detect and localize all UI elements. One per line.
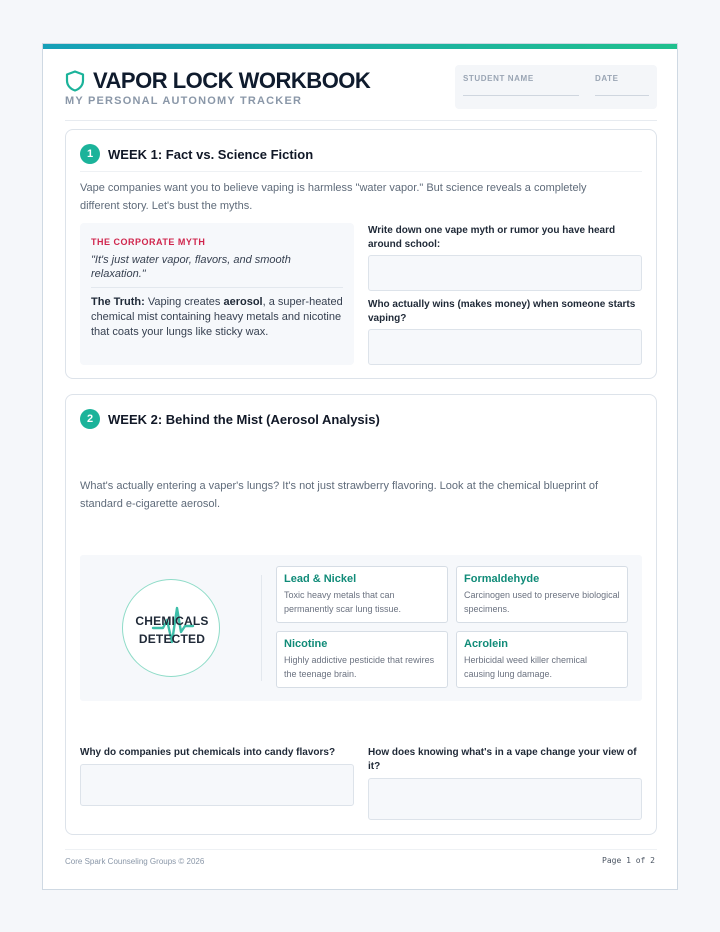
student-name-label: STUDENT NAME xyxy=(463,74,534,83)
panel-divider xyxy=(261,575,262,681)
date-label: DATE xyxy=(595,74,619,83)
myth-quote: "It's just water vapor, flavors, and smooth relaxation." xyxy=(91,254,291,280)
week2-intro: What's actually entering a vaper's lungs? It's not just strawberry flavoring. Look at the chemical blueprint of standard e-cigarette aerosol. xyxy=(80,480,599,510)
myth-divider xyxy=(91,287,343,288)
week2-question-1: Why do companies put chemicals into candy flavors? xyxy=(80,747,336,758)
week2-answer-1[interactable] xyxy=(80,764,354,806)
footer-divider xyxy=(65,849,657,850)
chemicals-detected-label xyxy=(123,612,221,648)
chemical-desc: Toxic heavy metals that can permanently scar lung tissue. xyxy=(284,590,402,614)
header-divider xyxy=(65,120,657,121)
workbook-page xyxy=(42,43,678,890)
chemical-desc: Highly addictive pesticide that rewires the teenage brain. xyxy=(284,655,435,679)
truth-text xyxy=(91,295,347,340)
title-row xyxy=(65,68,370,94)
footer-copyright: Core Spark Counseling Groups © 2026 xyxy=(65,857,205,866)
chemical-desc: Herbicidal weed killer chemical causing lung damage. xyxy=(464,655,588,679)
week2-title: WEEK 2: Behind the Mist (Aerosol Analysis) xyxy=(108,411,380,427)
week1-answer-2[interactable] xyxy=(368,329,642,365)
truth-pre: Vaping creates xyxy=(144,296,224,308)
week1-intro: Vape companies want you to believe vaping is harmless "water vapor." But science reveals a completely different story. Let's bust the myths. xyxy=(80,182,587,212)
chemical-name: Lead & Nickel xyxy=(284,573,357,585)
week1-number-badge: 1 xyxy=(80,144,100,164)
student-info-fields xyxy=(455,65,657,109)
week1-heading xyxy=(80,144,313,164)
week2-heading xyxy=(80,409,380,429)
date-input[interactable] xyxy=(595,95,649,96)
myth-label: THE CORPORATE MYTH xyxy=(91,237,206,247)
chemical-card-nicotine xyxy=(276,631,448,688)
truth-post: , a super-heated chemical mist containing heavy metals and nicotine that coats your lungs like sticky wax. xyxy=(91,296,343,338)
week1-question-2: Who actually wins (makes money) when someone starts vaping? xyxy=(368,299,636,324)
chemicals-detected-circle xyxy=(122,579,220,677)
truth-label: The Truth: xyxy=(91,296,145,308)
week2-card xyxy=(65,394,657,835)
page-title: VAPOR LOCK WORKBOOK xyxy=(93,68,371,93)
week2-question-2: How does knowing what's in a vape change your view of it? xyxy=(368,747,637,772)
week1-divider xyxy=(80,171,642,172)
week2-number-badge: 2 xyxy=(80,409,100,429)
chemical-panel xyxy=(80,555,642,701)
student-name-input[interactable] xyxy=(463,95,579,96)
week1-answer-1[interactable] xyxy=(368,255,642,291)
chemical-desc: Carcinogen used to preserve biological specimens. xyxy=(464,590,620,614)
week1-question-1: Write down one vape myth or rumor you have heard around school: xyxy=(368,225,616,250)
page-number: Page 1 of 2 xyxy=(602,856,655,865)
chemical-card-lead-nickel xyxy=(276,566,448,623)
week2-answer-2[interactable] xyxy=(368,778,642,820)
chemical-name: Formaldehyde xyxy=(464,573,540,585)
page-header xyxy=(65,68,657,120)
circle-line-2: DETECTED xyxy=(138,632,206,646)
truth-bold: aerosol xyxy=(223,296,263,308)
top-accent-bar xyxy=(43,44,677,49)
chemical-name: Acrolein xyxy=(464,638,509,650)
chemical-name: Nicotine xyxy=(284,638,328,650)
page-subtitle: MY PERSONAL AUTONOMY TRACKER xyxy=(65,95,303,107)
circle-line-1: CHEMICALS xyxy=(135,614,209,628)
week1-title: WEEK 1: Fact vs. Science Fiction xyxy=(108,146,314,162)
chemical-card-formaldehyde xyxy=(456,566,628,623)
shield-icon xyxy=(65,70,85,92)
chemical-card-acrolein xyxy=(456,631,628,688)
myth-box xyxy=(80,223,354,365)
week1-card xyxy=(65,129,657,379)
